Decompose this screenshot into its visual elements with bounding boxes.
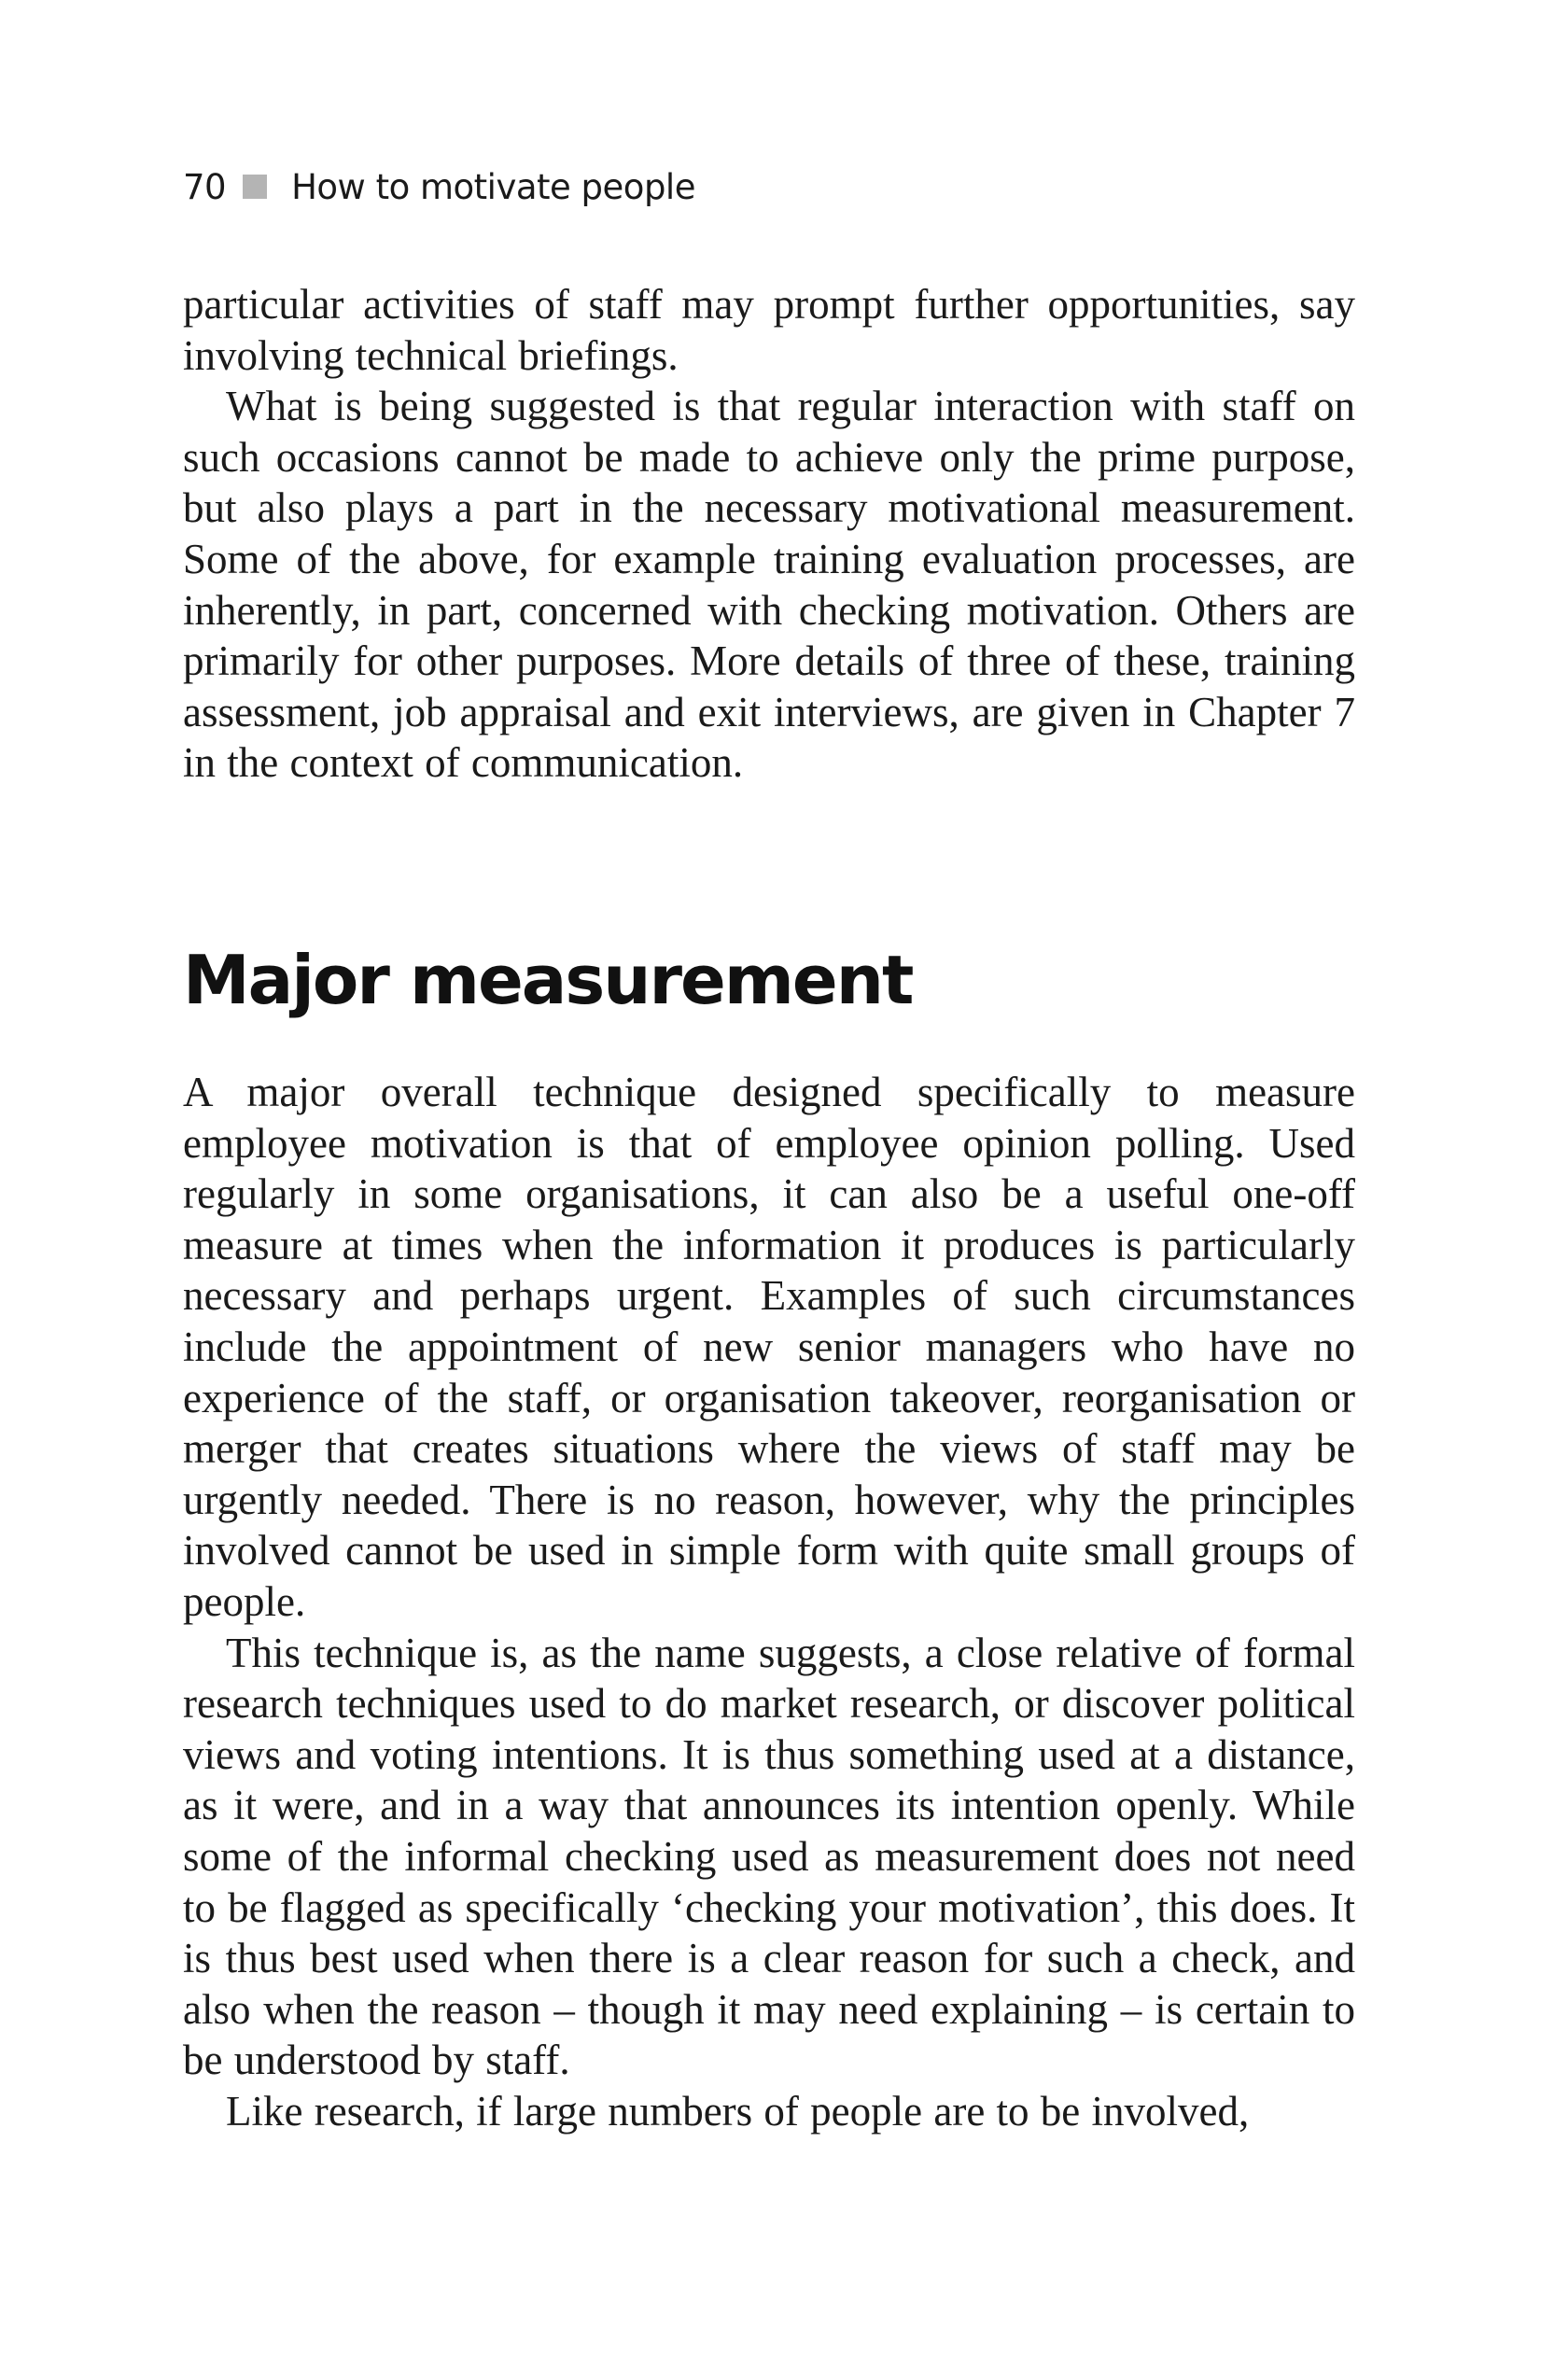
section-intro-text <box>183 279 1355 789</box>
paragraph: A major overall technique designed specifically to measure employee motivation is that of employee opinion polling. Used regularly in some organisations, it can also be a useful one-off measure at times when the information it produces is particularly necessary and perhaps urgent. Examples of such circumstances include the appointment of new senior managers who have no experience of the staff, or organisation takeover, reorganisation or merger that creates situations where the views of staff may be urgently needed. There is no reason, however, why the principles involved cannot be used in simple form with quite small groups of people. <box>183 1069 1355 1625</box>
book-title: How to motivate people <box>291 166 695 207</box>
running-header <box>183 159 695 215</box>
section-heading: Major measurement <box>183 941 913 1019</box>
paragraph-last-line: Like research, if large numbers of people are to be involved, <box>226 2087 1250 2135</box>
book-page <box>183 0 1355 2380</box>
section-major-measurement-text <box>183 1067 1355 2136</box>
paragraph: What is being suggested is that regular interaction with staff on such occasions cannot be made to achieve only the prime purpose, but also plays a part in the necessary motivational measurement. Some of the above, for example training evaluation processes, are inherently, in part, concerned with checking motivation. Others are primarily for other purposes. More details of three of these, training assessment, job appraisal and exit interviews, are given in Chapter 7 in the context of communication. <box>183 383 1355 787</box>
header-square-ornament <box>243 175 267 199</box>
page-number: 70 <box>183 166 227 207</box>
paragraph: This technique is, as the name suggests, a close relative of formal research techniques used to do market research, or discover political views and voting intentions. It is thus something used at a distance, as it were, and in a way that announces its intention openly. While some of the informal checking used as measurement does not need to be flagged as specifically ‘checking your motivation’, this does. It is thus best used when there is a clear reason for such a check, and also when the reason – though it may need explaining – is certain to be understood by staff. <box>183 1629 1355 2084</box>
paragraph: particular activities of staff may prompt further opportunities, say involving technical briefings. <box>183 281 1355 379</box>
